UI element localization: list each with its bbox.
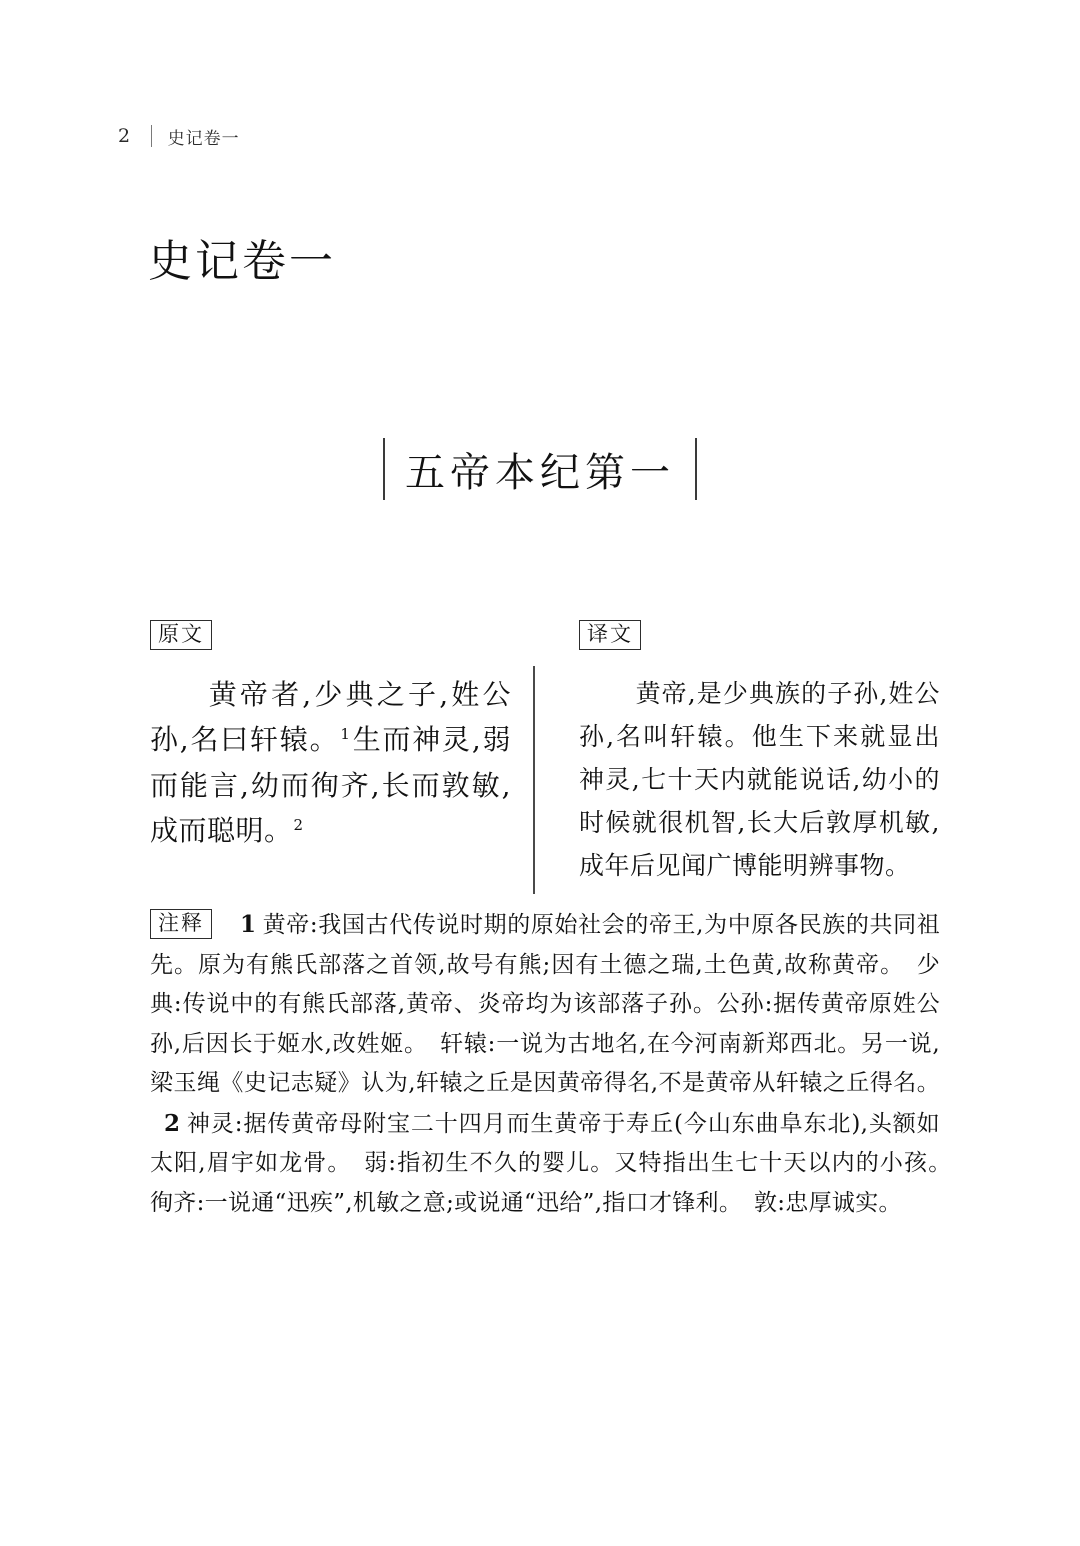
- annotation-number-2: 2: [164, 1109, 181, 1137]
- text-columns: [150, 620, 940, 902]
- original-text-part1: 黄帝者,少典之子,姓公孙,名曰轩辕。: [150, 678, 511, 757]
- chapter-title-rule-right: [695, 438, 697, 500]
- translation-text-body: 黄帝,是少典族的子孙,姓公孙,名叫轩辕。他生下来就显出神灵,七十天内就能说话,幼小的时候就很机智,长大后敦厚机敏,成年后见闻广博能明辨事物。: [579, 679, 940, 881]
- chapter-title: [0, 438, 1080, 500]
- original-text-part2: 生而神灵,弱而能言,幼而徇齐,长而敦敏,成而聪明。: [150, 723, 512, 848]
- chapter-title-text: 五帝本纪第一: [405, 449, 675, 496]
- original-column: [150, 620, 533, 902]
- volume-title: 史记卷一: [148, 236, 336, 287]
- running-head-divider: [151, 125, 152, 147]
- annotations-tag: 注释: [150, 909, 212, 939]
- annotations-block: [150, 905, 964, 1223]
- running-head: [118, 122, 240, 150]
- annotation-text-2: 神灵:据传黄帝母附宝二十四月而生黄帝于寿丘(今山东曲阜东北),头额如太阳,眉宇如龙骨。 弱:指初生不久的婴儿。又特指出生七十天以内的小孩。 徇齐:一说通“迅疾”,机敏之意;或说通“迅给”,指口才锋利。 敦:忠厚诚实。: [150, 1110, 964, 1216]
- running-head-title: 史记卷一: [167, 128, 240, 149]
- page-number: 2: [118, 125, 131, 147]
- translation-column: [535, 620, 940, 902]
- note-ref-1: 1: [340, 725, 351, 744]
- translation-text: [579, 672, 940, 887]
- annotation-text-1: 黄帝:我国古代传说时期的原始社会的帝王,为中原各民族的共同祖先。原为有熊氏部落之首领,故号有熊;因有土德之瑞,土色黄,故称黄帝。 少典:传说中的有熊氏部落,黄帝、炎帝均为该部落子孙。公孙:据传黄帝原姓公孙,后因长于姬水,改姓姬。 轩辕:一说为古地名,在今河南新郑西北。另一说,梁玉绳《史记志疑》认为,轩辕之丘是因黄帝得名,不是黄帝从轩辕之丘得名。: [150, 912, 940, 1097]
- original-text: [150, 672, 511, 853]
- note-ref-2: 2: [293, 815, 304, 834]
- translation-tag: 译文: [579, 620, 641, 650]
- original-tag: 原文: [150, 620, 212, 650]
- annotation-number-1: 1: [240, 911, 257, 938]
